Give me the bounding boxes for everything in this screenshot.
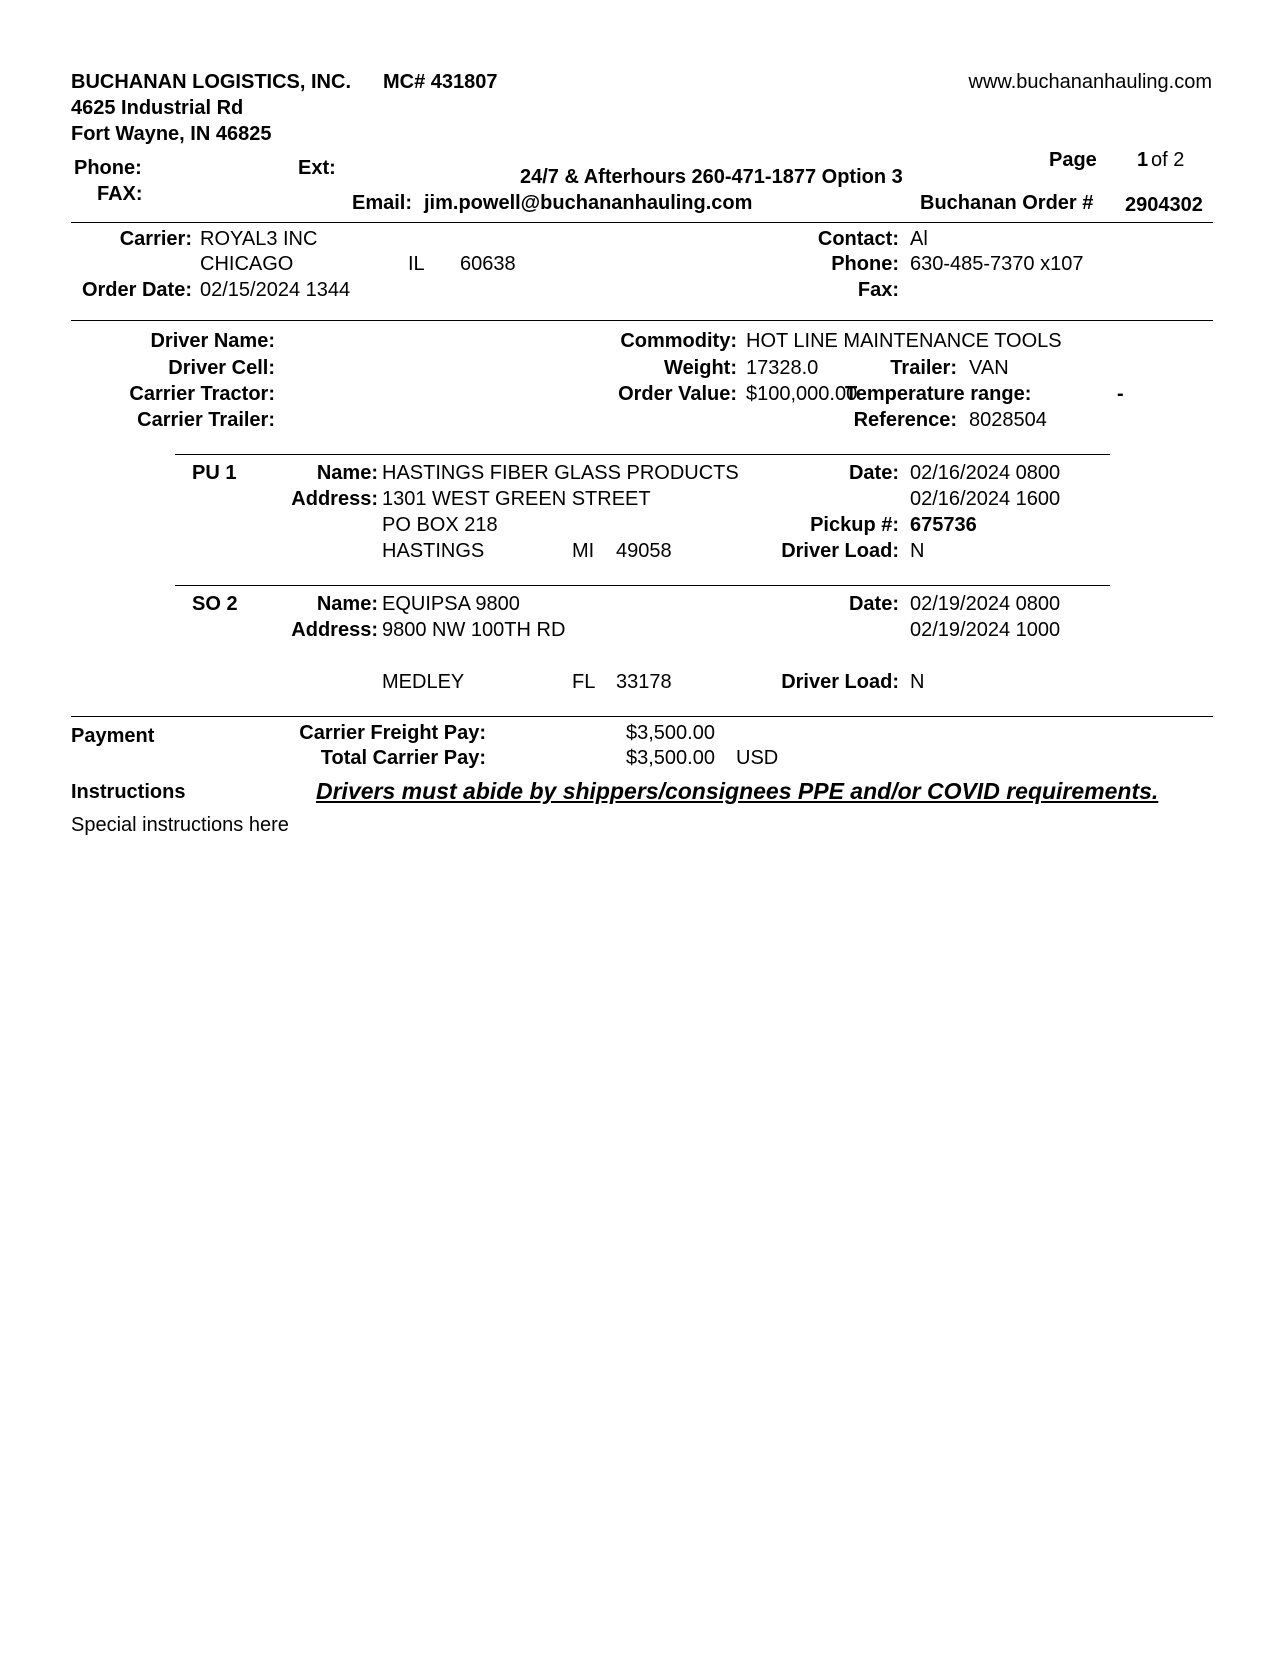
order-date: 02/15/2024 1344 [200,279,351,301]
stop-date-label: Date: [848,593,899,615]
pickup-number: 675736 [910,514,977,536]
email-address[interactable]: jim.powell@buchananhauling.com [424,192,753,214]
page-label: Page [1049,149,1097,171]
driver-load-value: N [910,540,925,562]
currency: USD [736,747,779,769]
stop-city: MEDLEY [382,671,465,693]
phone-label: Phone: [74,157,142,179]
stop-address-line1: 1301 WEST GREEN STREET [382,488,651,510]
stop-name-label: Name: [316,593,378,615]
driver-load-label: Driver Load: [781,540,899,562]
divider [71,716,1213,717]
carrier-city: CHICAGO [200,253,294,275]
divider [175,454,1110,455]
freight-pay-label: Carrier Freight Pay: [299,722,486,744]
contact-name: Al [910,228,928,250]
ppe-requirements-banner: Drivers must abide by shippers/consignees PPE and/or COVID requirements. [316,778,1159,804]
stop-address-line1: 9800 NW 100TH RD [382,619,566,641]
order-number: 2904302 [1125,194,1203,216]
carrier-state: IL [408,253,425,275]
stop-code: SO 2 [192,593,238,615]
afterhours-line: 24/7 & Afterhours 260-471-1877 Option 3 [520,166,903,188]
stop-address-label: Address: [291,619,378,641]
company-website[interactable]: www.buchananhauling.com [968,71,1212,93]
freight-pay-value: $3,500.00 [626,722,715,744]
ext-label: Ext: [298,157,336,179]
driver-load-value: N [910,671,925,693]
carrier-trailer-label: Carrier Trailer: [137,409,275,431]
company-address-line2: Fort Wayne, IN 46825 [71,123,272,145]
commodity-value: HOT LINE MAINTENANCE TOOLS [746,330,1062,352]
company-address-line1: 4625 Industrial Rd [71,97,244,119]
stop-date-label: Date: [848,462,899,484]
email-label: Email: [352,192,413,214]
page-number: 1 [1137,149,1149,171]
page-total: of 2 [1151,149,1185,171]
divider [71,320,1213,321]
weight-label: Weight: [664,357,737,379]
driver-name-label: Driver Name: [150,330,275,352]
carrier-name: ROYAL3 INC [200,228,318,250]
stop-address-line2: PO BOX 218 [382,514,498,536]
stop-zip: 33178 [616,671,672,693]
company-name: BUCHANAN LOGISTICS, INC. [71,71,351,93]
temperature-value: - [1117,383,1124,405]
trailer-type-label: Trailer: [890,357,957,379]
fax-label: FAX: [97,183,143,205]
stop-city: HASTINGS [382,540,485,562]
reference-value: 8028504 [969,409,1047,431]
stop-date-start: 02/19/2024 0800 [910,593,1061,615]
order-date-label: Order Date: [81,279,192,301]
carrier-label: Carrier: [119,228,192,250]
commodity-label: Commodity: [620,330,737,352]
pickup-number-label: Pickup #: [810,514,899,536]
stop-state: MI [572,540,595,562]
total-pay-value: $3,500.00 [626,747,715,769]
driver-load-label: Driver Load: [781,671,899,693]
instructions-section-label: Instructions [71,781,186,803]
carrier-phone-label: Phone: [831,253,899,275]
divider [175,585,1110,586]
order-value: $100,000.00 [746,383,858,405]
special-instructions: Special instructions here [71,814,289,836]
driver-cell-label: Driver Cell: [168,357,275,379]
weight-value: 17328.0 [746,357,819,379]
stop-date-start: 02/16/2024 0800 [910,462,1061,484]
stop-name: EQUIPSA 9800 [382,593,520,615]
carrier-zip: 60638 [460,253,516,275]
stop-state: FL [572,671,596,693]
carrier-fax-label: Fax: [857,279,899,301]
stop-date-end: 02/19/2024 1000 [910,619,1061,641]
stop-name-label: Name: [316,462,378,484]
payment-section-label: Payment [71,725,155,747]
reference-label: Reference: [853,409,957,431]
stop-zip: 49058 [616,540,672,562]
total-pay-label: Total Carrier Pay: [320,747,486,769]
temperature-label: Temperature range: [845,383,1032,405]
order-value-label: Order Value: [618,383,737,405]
mc-number: MC# 431807 [383,71,498,93]
stop-address-label: Address: [291,488,378,510]
trailer-type-value: VAN [969,357,1009,379]
carrier-phone: 630-485-7370 x107 [910,253,1084,275]
order-label: Buchanan Order # [920,192,1094,214]
stop-date-end: 02/16/2024 1600 [910,488,1061,510]
stop-name: HASTINGS FIBER GLASS PRODUCTS [382,462,739,484]
divider [71,222,1213,223]
contact-label: Contact: [817,228,899,250]
carrier-tractor-label: Carrier Tractor: [129,383,275,405]
stop-code: PU 1 [192,462,237,484]
